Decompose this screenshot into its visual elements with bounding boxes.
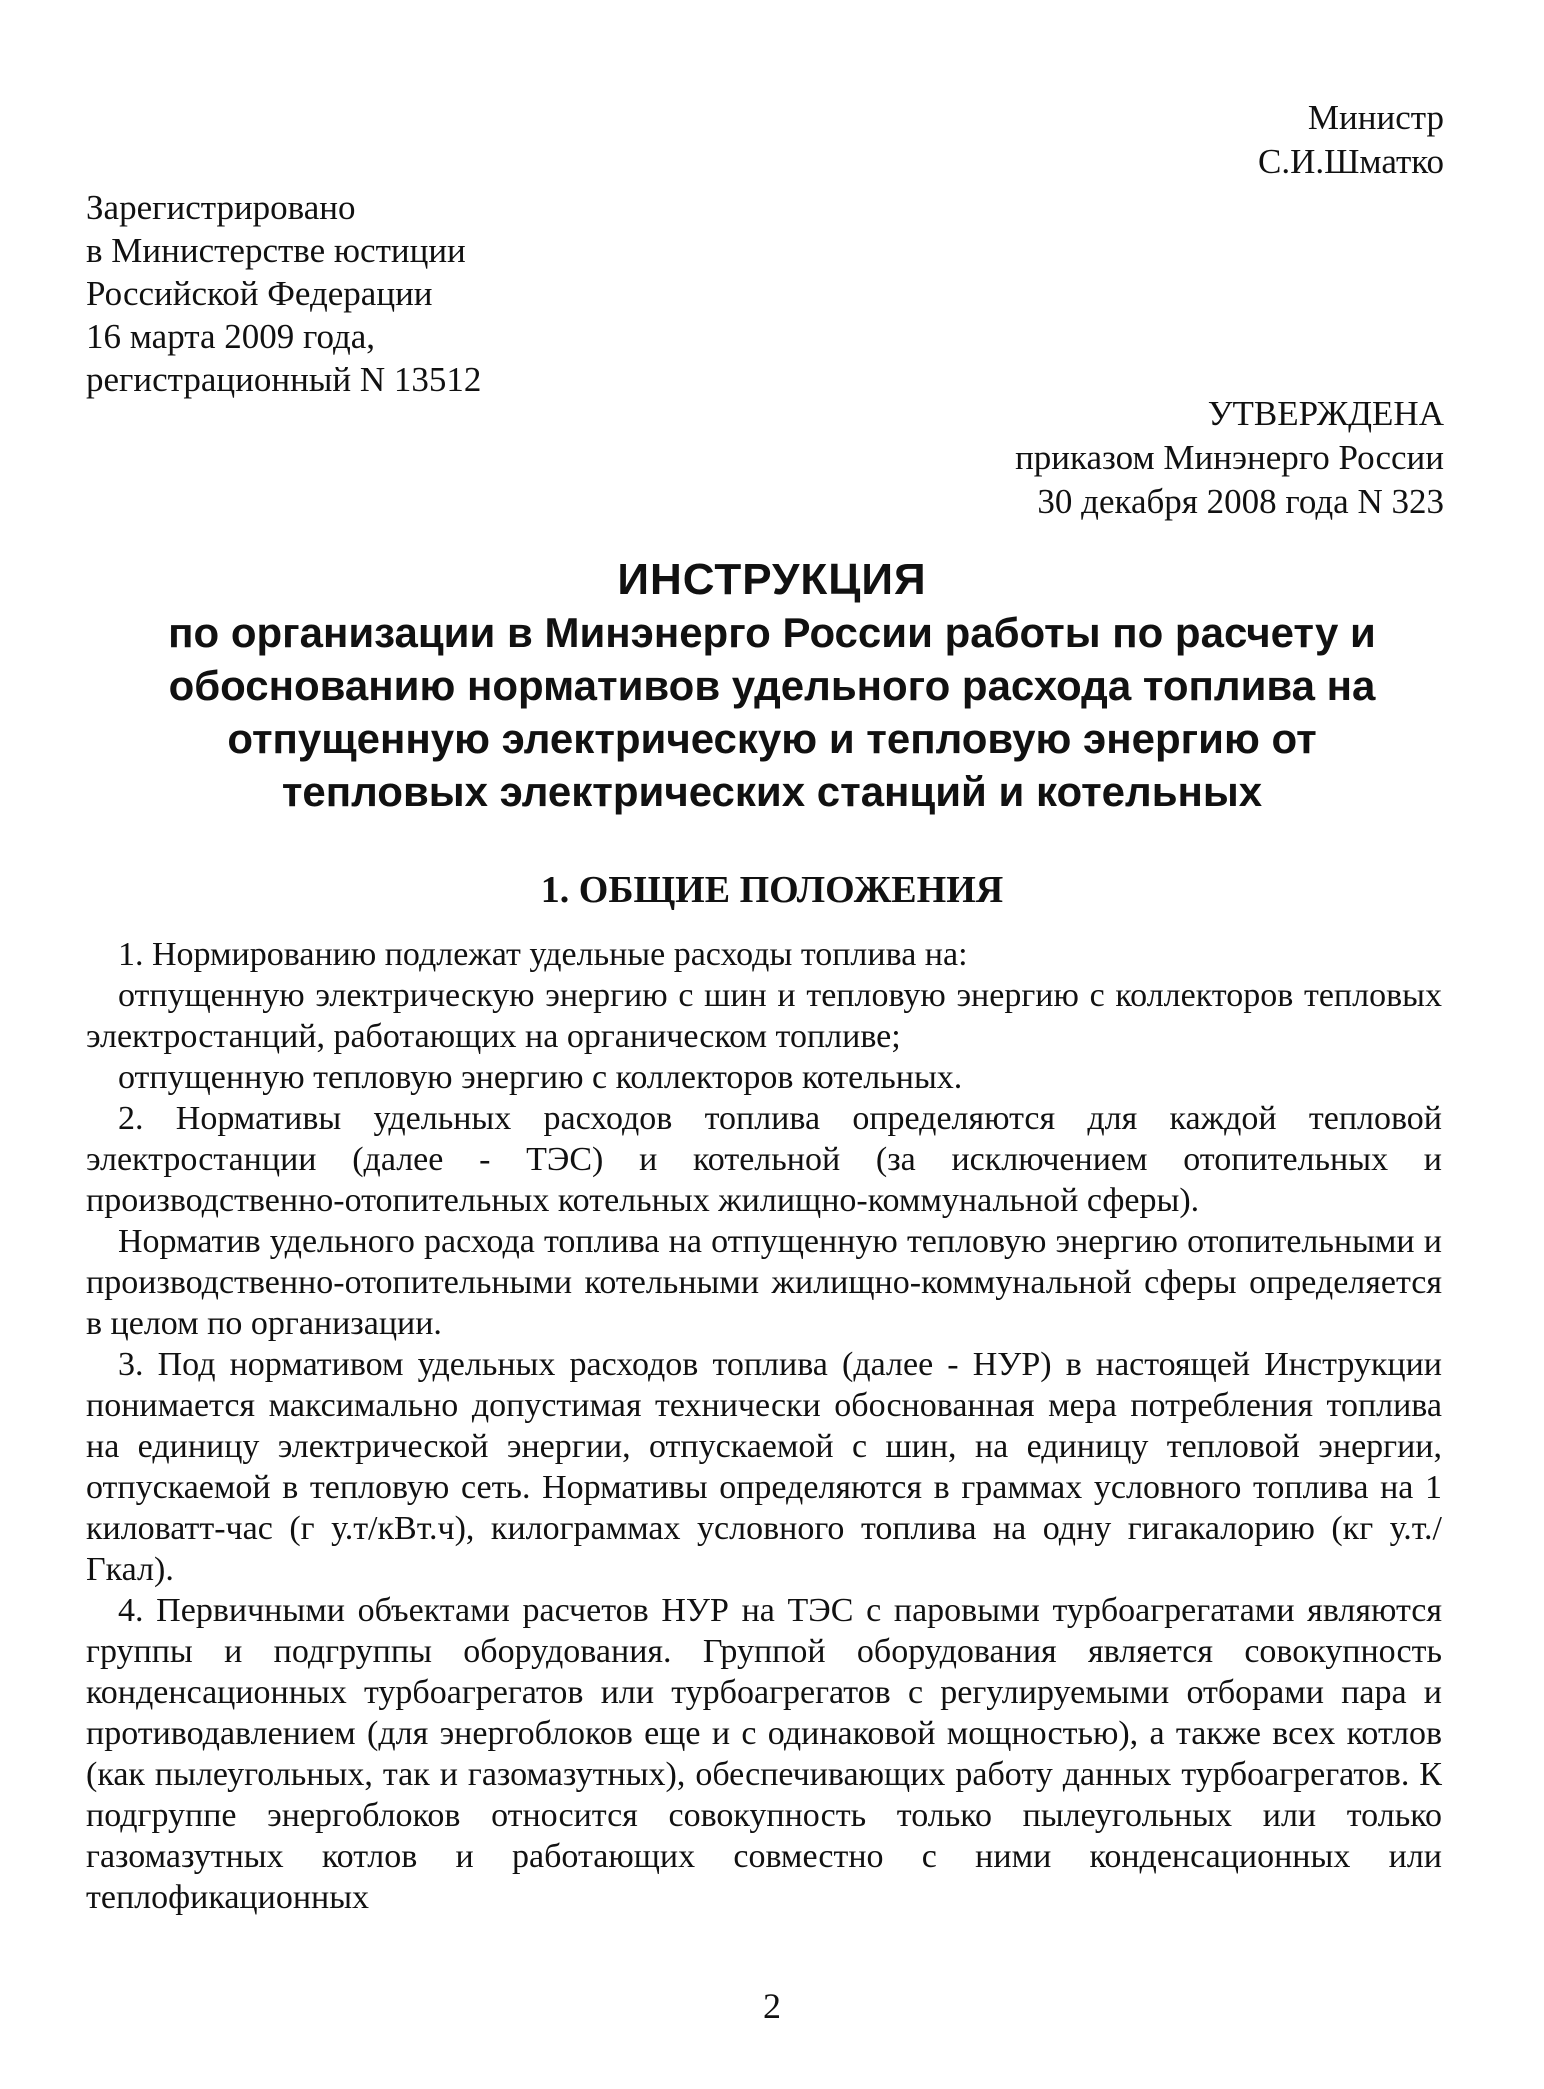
section-body [86, 934, 1442, 1918]
registration-line: Российской Федерации [86, 274, 433, 313]
minister-role: Министр [1307, 98, 1444, 137]
registration-line: в Министерстве юстиции [86, 231, 466, 270]
registration-line: регистрационный N 13512 [86, 360, 482, 399]
paragraph: 1. Нормированию подлежат удельные расходы топлива на: [118, 936, 968, 973]
title-line: по организации в Минэнерго России работы по расчету и [168, 609, 1376, 656]
title-line: тепловых электрических станций и котельных [281, 768, 1263, 815]
paragraph: отпущенную тепловую энергию с коллекторов котельных. [118, 1059, 963, 1096]
approval-line: УТВЕРЖДЕНА [1207, 394, 1444, 433]
registration-line: 16 марта 2009 года, [86, 317, 376, 356]
paragraph: 3. Под нормативом удельных расходов топлива (далее - НУР) в настоящей Инструкции понимается максимально допустимая технически обоснованная мера потребления топлива на единицу электрической энергии, отпускаемой с шин, на единицу тепловой энергии, отпускаемой в тепловую сеть. Нормативы определяются в граммах условного топлива на 1 киловатт-час (г у.т/кВт.ч), килограммах условного топлива на одну гигакалорию (кг у.т./Гкал). [86, 1346, 1442, 1588]
title-line: отпущенную электрическую и тепловую энергию от [227, 715, 1317, 762]
paragraph: 4. Первичными объектами расчетов НУР на ТЭС с паровыми турбоагрегатами являются группы и подгруппы оборудования. Группой оборудования является совокупность конденсационных турбоагрегатов или турбоагрегатов с регулируемыми отборами пара и противодавлением (для энергоблоков еще и с одинаковой мощностью), а также всех котлов (как пылеугольных, так и газомазутных), обеспечивающих работу данных турбоагрегатов. К подгруппе энергоблоков относится совокупность только пылеугольных или только газомазутных котлов и работающих совместно с ними конденсационных или теплофикационных [86, 1592, 1442, 1916]
minister-name: С.И.Шматко [1258, 142, 1444, 181]
approval-block [1015, 392, 1444, 524]
title-main: ИНСТРУКЦИЯ [617, 555, 927, 604]
document-title [60, 553, 1484, 818]
approval-line: 30 декабря 2008 года N 323 [1037, 482, 1444, 521]
page-number: 2 [763, 1986, 781, 2026]
approval-line: приказом Минэнерго России [1015, 438, 1444, 477]
registration-block [86, 186, 481, 401]
paragraph: Норматив удельного расхода топлива на отпущенную тепловую энергию отопительными и производственно-отопительными котельными жилищно-коммунальной сферы определяется в целом по организации. [86, 1223, 1442, 1342]
minister-signature-block [1258, 96, 1444, 184]
title-line: обоснованию нормативов удельного расхода топлива на [168, 662, 1376, 709]
section-heading: 1. ОБЩИЕ ПОЛОЖЕНИЯ [540, 869, 1004, 911]
registration-line: Зарегистрировано [86, 188, 356, 227]
paragraph: отпущенную электрическую энергию с шин и тепловую энергию с коллекторов тепловых электростанций, работающих на органическом топливе; [86, 977, 1442, 1055]
paragraph: 2. Нормативы удельных расходов топлива определяются для каждой тепловой электростанции (далее - ТЭС) и котельной (за исключением отопительных и производственно-отопительных котельных жилищно-коммунальной сферы). [86, 1100, 1442, 1219]
